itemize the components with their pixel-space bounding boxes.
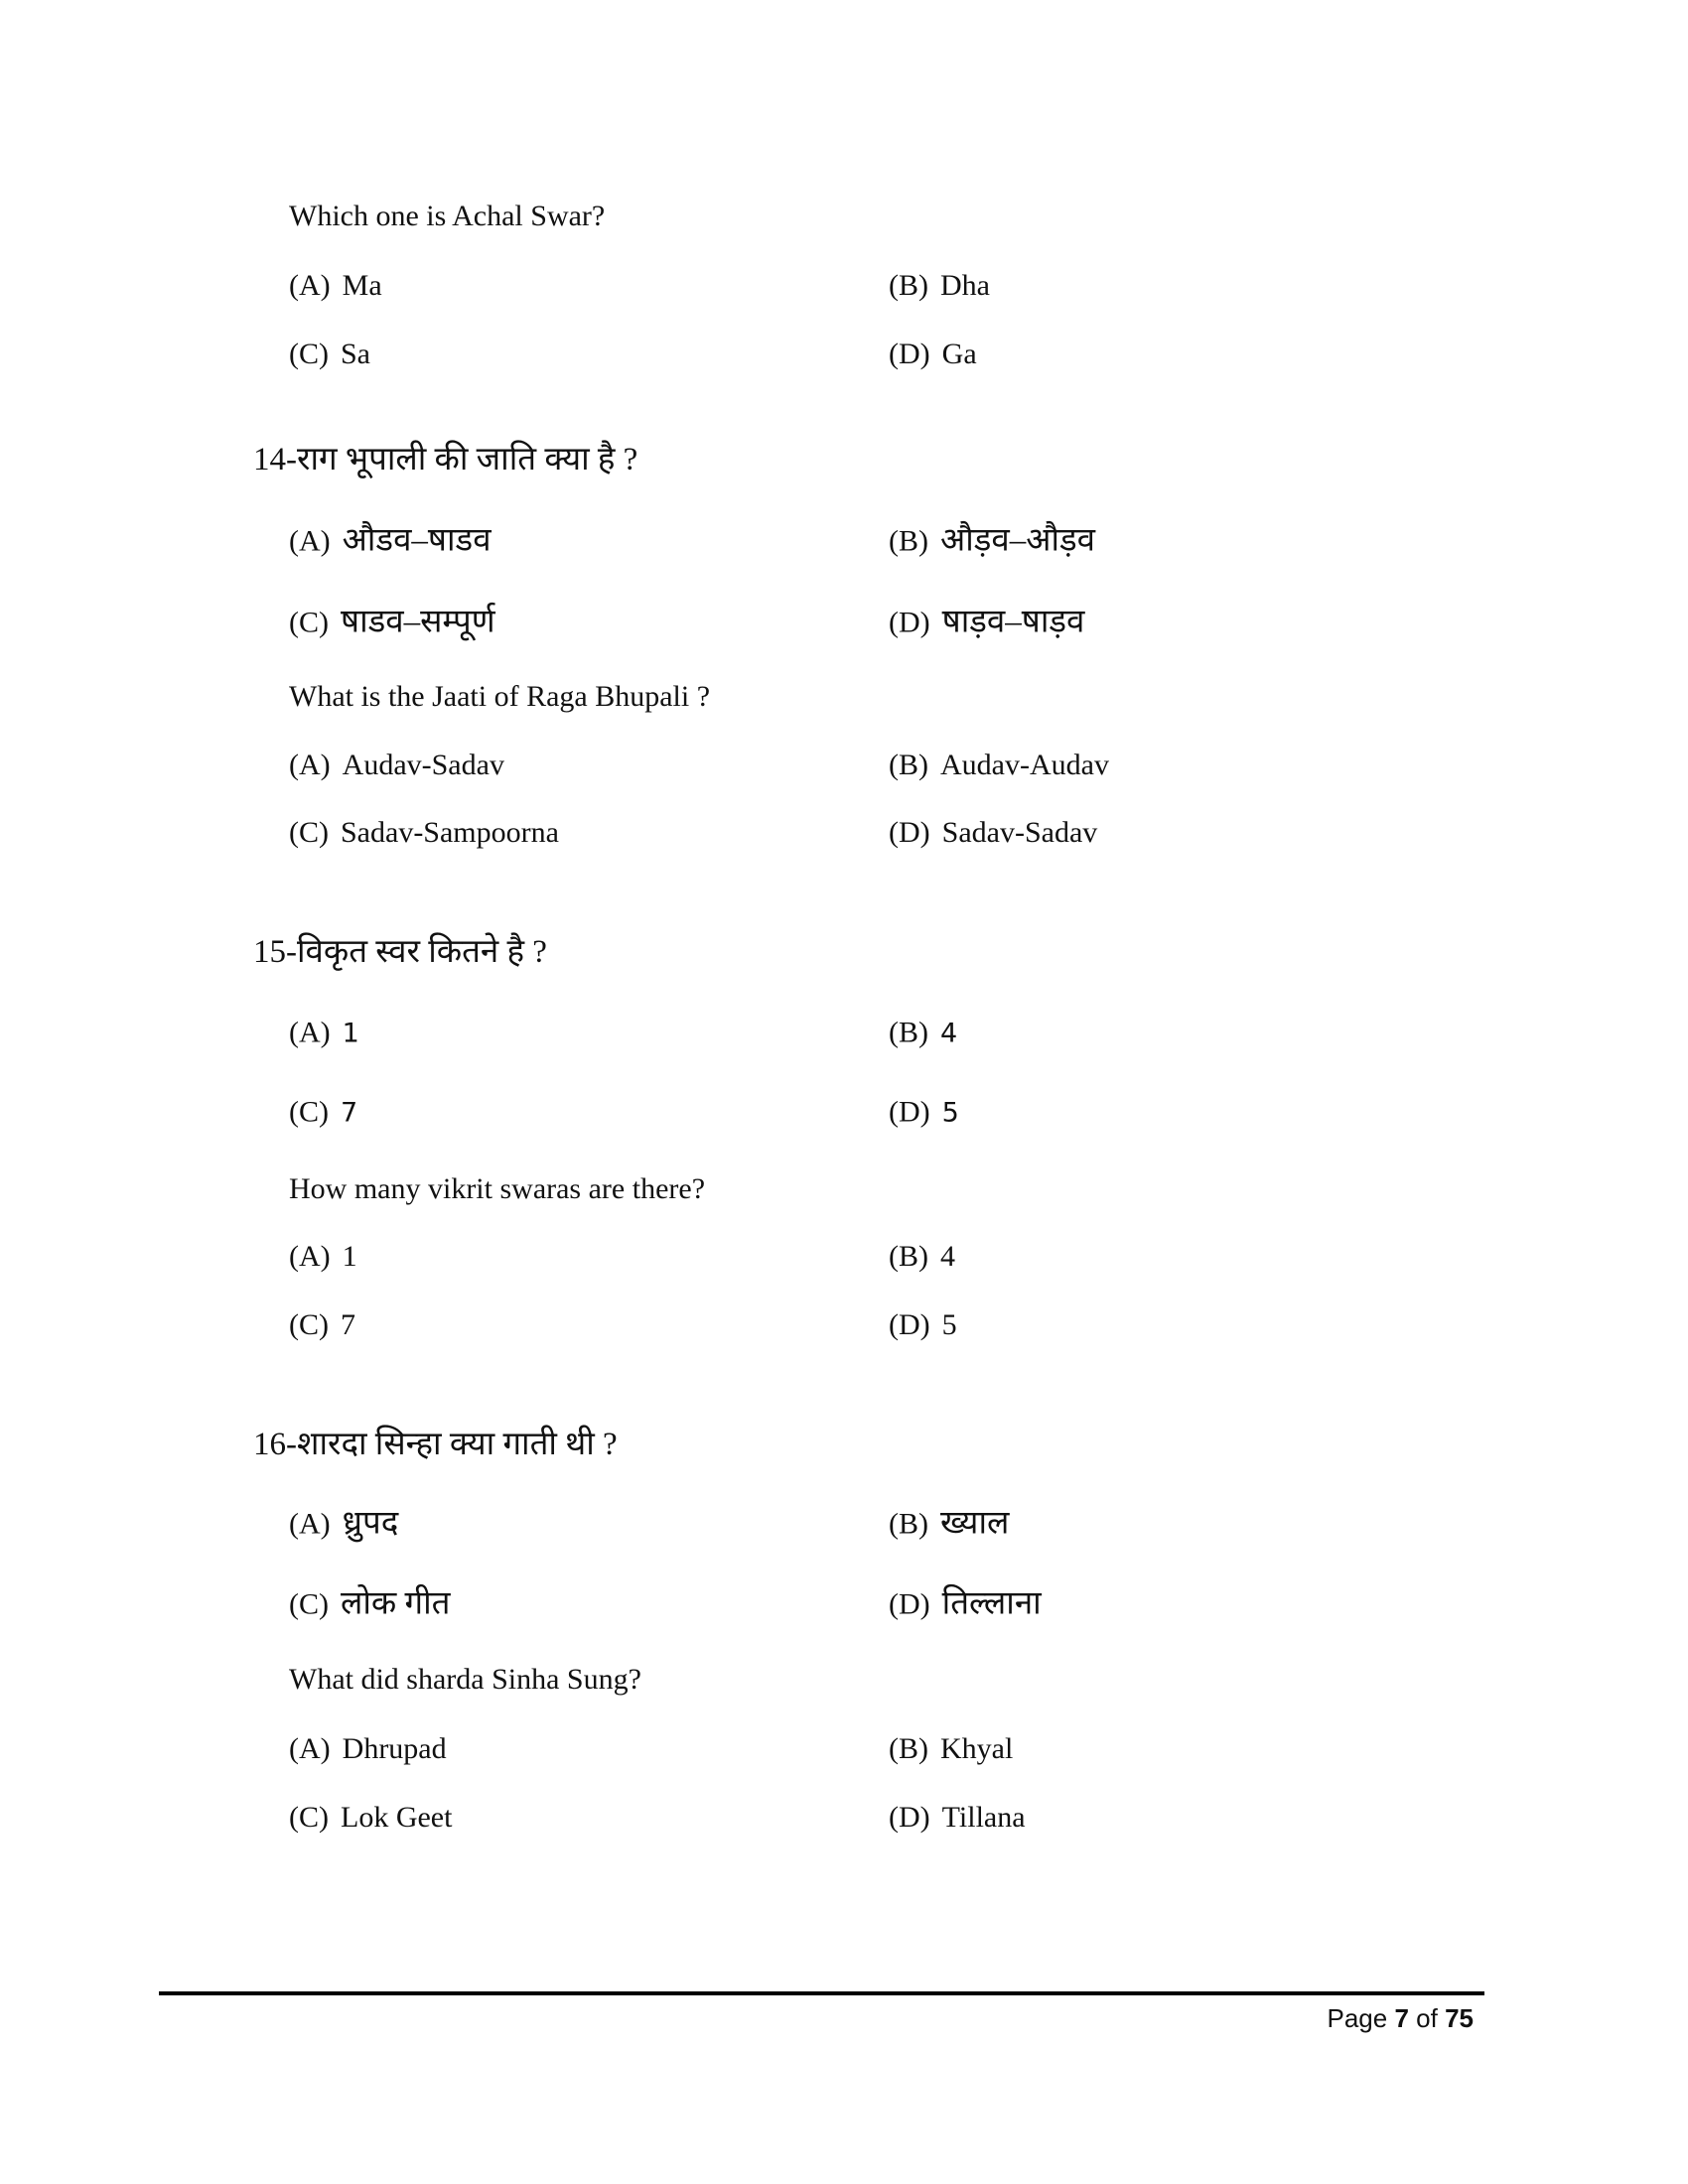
question-14-english-option-d [889,813,1097,853]
option-value: 7 [341,1097,358,1129]
option-value: Audav-Audav [940,749,1109,781]
question-16-hindi-option-c [289,1584,450,1625]
question-15-english-text: How many vikrit swaras are there? [289,1172,706,1205]
option-value: 5 [941,1097,959,1129]
option-label: (A) [289,749,331,781]
question-13-english-text: Which one is Achal Swar? [289,200,606,232]
question-14-hindi-text: राग भूपाली की जाति क्या है ? [297,442,638,478]
option-value: 7 [341,1308,355,1341]
option-label: (A) [289,1732,331,1765]
option-value: 4 [940,1018,958,1049]
option-value: षाड़व–षाड़व [941,604,1085,640]
question-16-english-text: What did sharda Sinha Sung? [289,1663,641,1696]
current-page: 7 [1394,2003,1409,2033]
question-14-english-text: What is the Jaati of Raga Bhupali ? [289,680,711,713]
question-16-hindi-option-a [289,1504,398,1545]
option-value: षाडव–सम्पूर्ण [341,604,495,640]
option-value: Lok Geet [341,1801,453,1834]
question-15-hindi-option-d [889,1093,959,1134]
option-value: Sadav-Sadav [941,816,1098,849]
option-label: (D) [889,1095,930,1129]
option-label: (C) [289,338,329,370]
option-label: (D) [889,1587,930,1621]
option-label: (D) [889,816,930,849]
option-label: (D) [889,338,930,370]
option-label: (A) [289,524,331,558]
question-15-hindi-text: विकृत स्वर कितने है ? [297,934,547,970]
option-label: (C) [289,1587,329,1621]
question-14-english-option-a [289,746,504,785]
option-value: 1 [342,1240,357,1273]
option-label: (D) [889,1801,930,1834]
question-14-hindi-option-a [289,521,492,562]
question-16-english-option-d [889,1798,1026,1838]
question-15-hindi-option-a [289,1014,359,1054]
option-value: Ma [342,269,382,302]
question-15-english-option-d [889,1305,957,1345]
option-value: 5 [941,1308,957,1341]
option-label: (C) [289,816,329,849]
question-16-english-option-c [289,1798,452,1838]
option-label: (B) [889,749,928,781]
question-13-english-option-a [289,266,382,306]
page-number [1327,2002,1474,2034]
option-label: (B) [889,1016,928,1049]
option-label: (D) [889,1308,930,1341]
option-label: (A) [289,1507,331,1541]
option-label: (B) [889,1240,928,1273]
page-prefix: Page [1327,2003,1388,2033]
footer-divider [159,1991,1484,1995]
question-14-hindi-option-b [889,521,1095,562]
option-label: (A) [289,269,331,302]
option-label: (A) [289,1240,331,1273]
question-15-english-option-c [289,1305,355,1345]
question-15-hindi [253,932,547,972]
option-label: (B) [889,524,928,558]
question-16-hindi-option-b [889,1504,1009,1545]
question-15-hindi-option-c [289,1093,357,1134]
option-value: ध्रुपद [342,1505,399,1542]
question-number: 15- [253,934,297,970]
question-13-english-option-c [289,335,370,374]
option-value: Sa [341,338,370,370]
option-value: 1 [342,1018,359,1049]
question-number: 14- [253,442,297,478]
option-value: औड़व–औड़व [940,522,1096,559]
option-label: (B) [889,1507,928,1541]
question-15-english-option-a [289,1237,357,1277]
option-value: Dha [940,269,990,302]
question-13-english-option-b [889,266,990,306]
option-label: (D) [889,606,930,639]
of-label: of [1416,2003,1438,2033]
total-pages: 75 [1445,2003,1474,2033]
option-label: (C) [289,1095,329,1129]
option-label: (B) [889,269,928,302]
question-14-english-option-c [289,813,559,853]
option-value: 4 [940,1240,955,1273]
option-value: ख्याल [940,1505,1010,1542]
question-16-english-option-b [889,1729,1013,1769]
option-value: Tillana [941,1801,1026,1834]
question-14-english-option-b [889,746,1109,785]
question-number: 16- [253,1427,297,1462]
option-value: औडव–षाडव [342,522,492,559]
option-value: Dhrupad [342,1732,447,1765]
option-label: (C) [289,606,329,639]
question-16-hindi-option-d [889,1584,1042,1625]
question-16-english-option-a [289,1729,447,1769]
option-label: (C) [289,1308,329,1341]
option-label: (A) [289,1016,331,1049]
option-value: Sadav-Sampoorna [341,816,559,849]
question-16-hindi [253,1425,618,1464]
question-13-english-option-d [889,335,977,374]
option-value: Audav-Sadav [342,749,504,781]
question-16-hindi-text: शारदा सिन्हा क्या गाती थी ? [297,1427,618,1462]
option-label: (B) [889,1732,928,1765]
option-value: लोक गीत [341,1585,451,1622]
question-15-hindi-option-b [889,1014,957,1054]
option-value: Ga [941,338,977,370]
option-label: (C) [289,1801,329,1834]
question-14-hindi-option-d [889,603,1084,643]
question-14-hindi [253,440,637,479]
option-value: तिल्लाना [941,1585,1042,1622]
question-15-english-option-b [889,1237,955,1277]
question-14-hindi-option-c [289,603,495,643]
option-value: Khyal [940,1732,1014,1765]
